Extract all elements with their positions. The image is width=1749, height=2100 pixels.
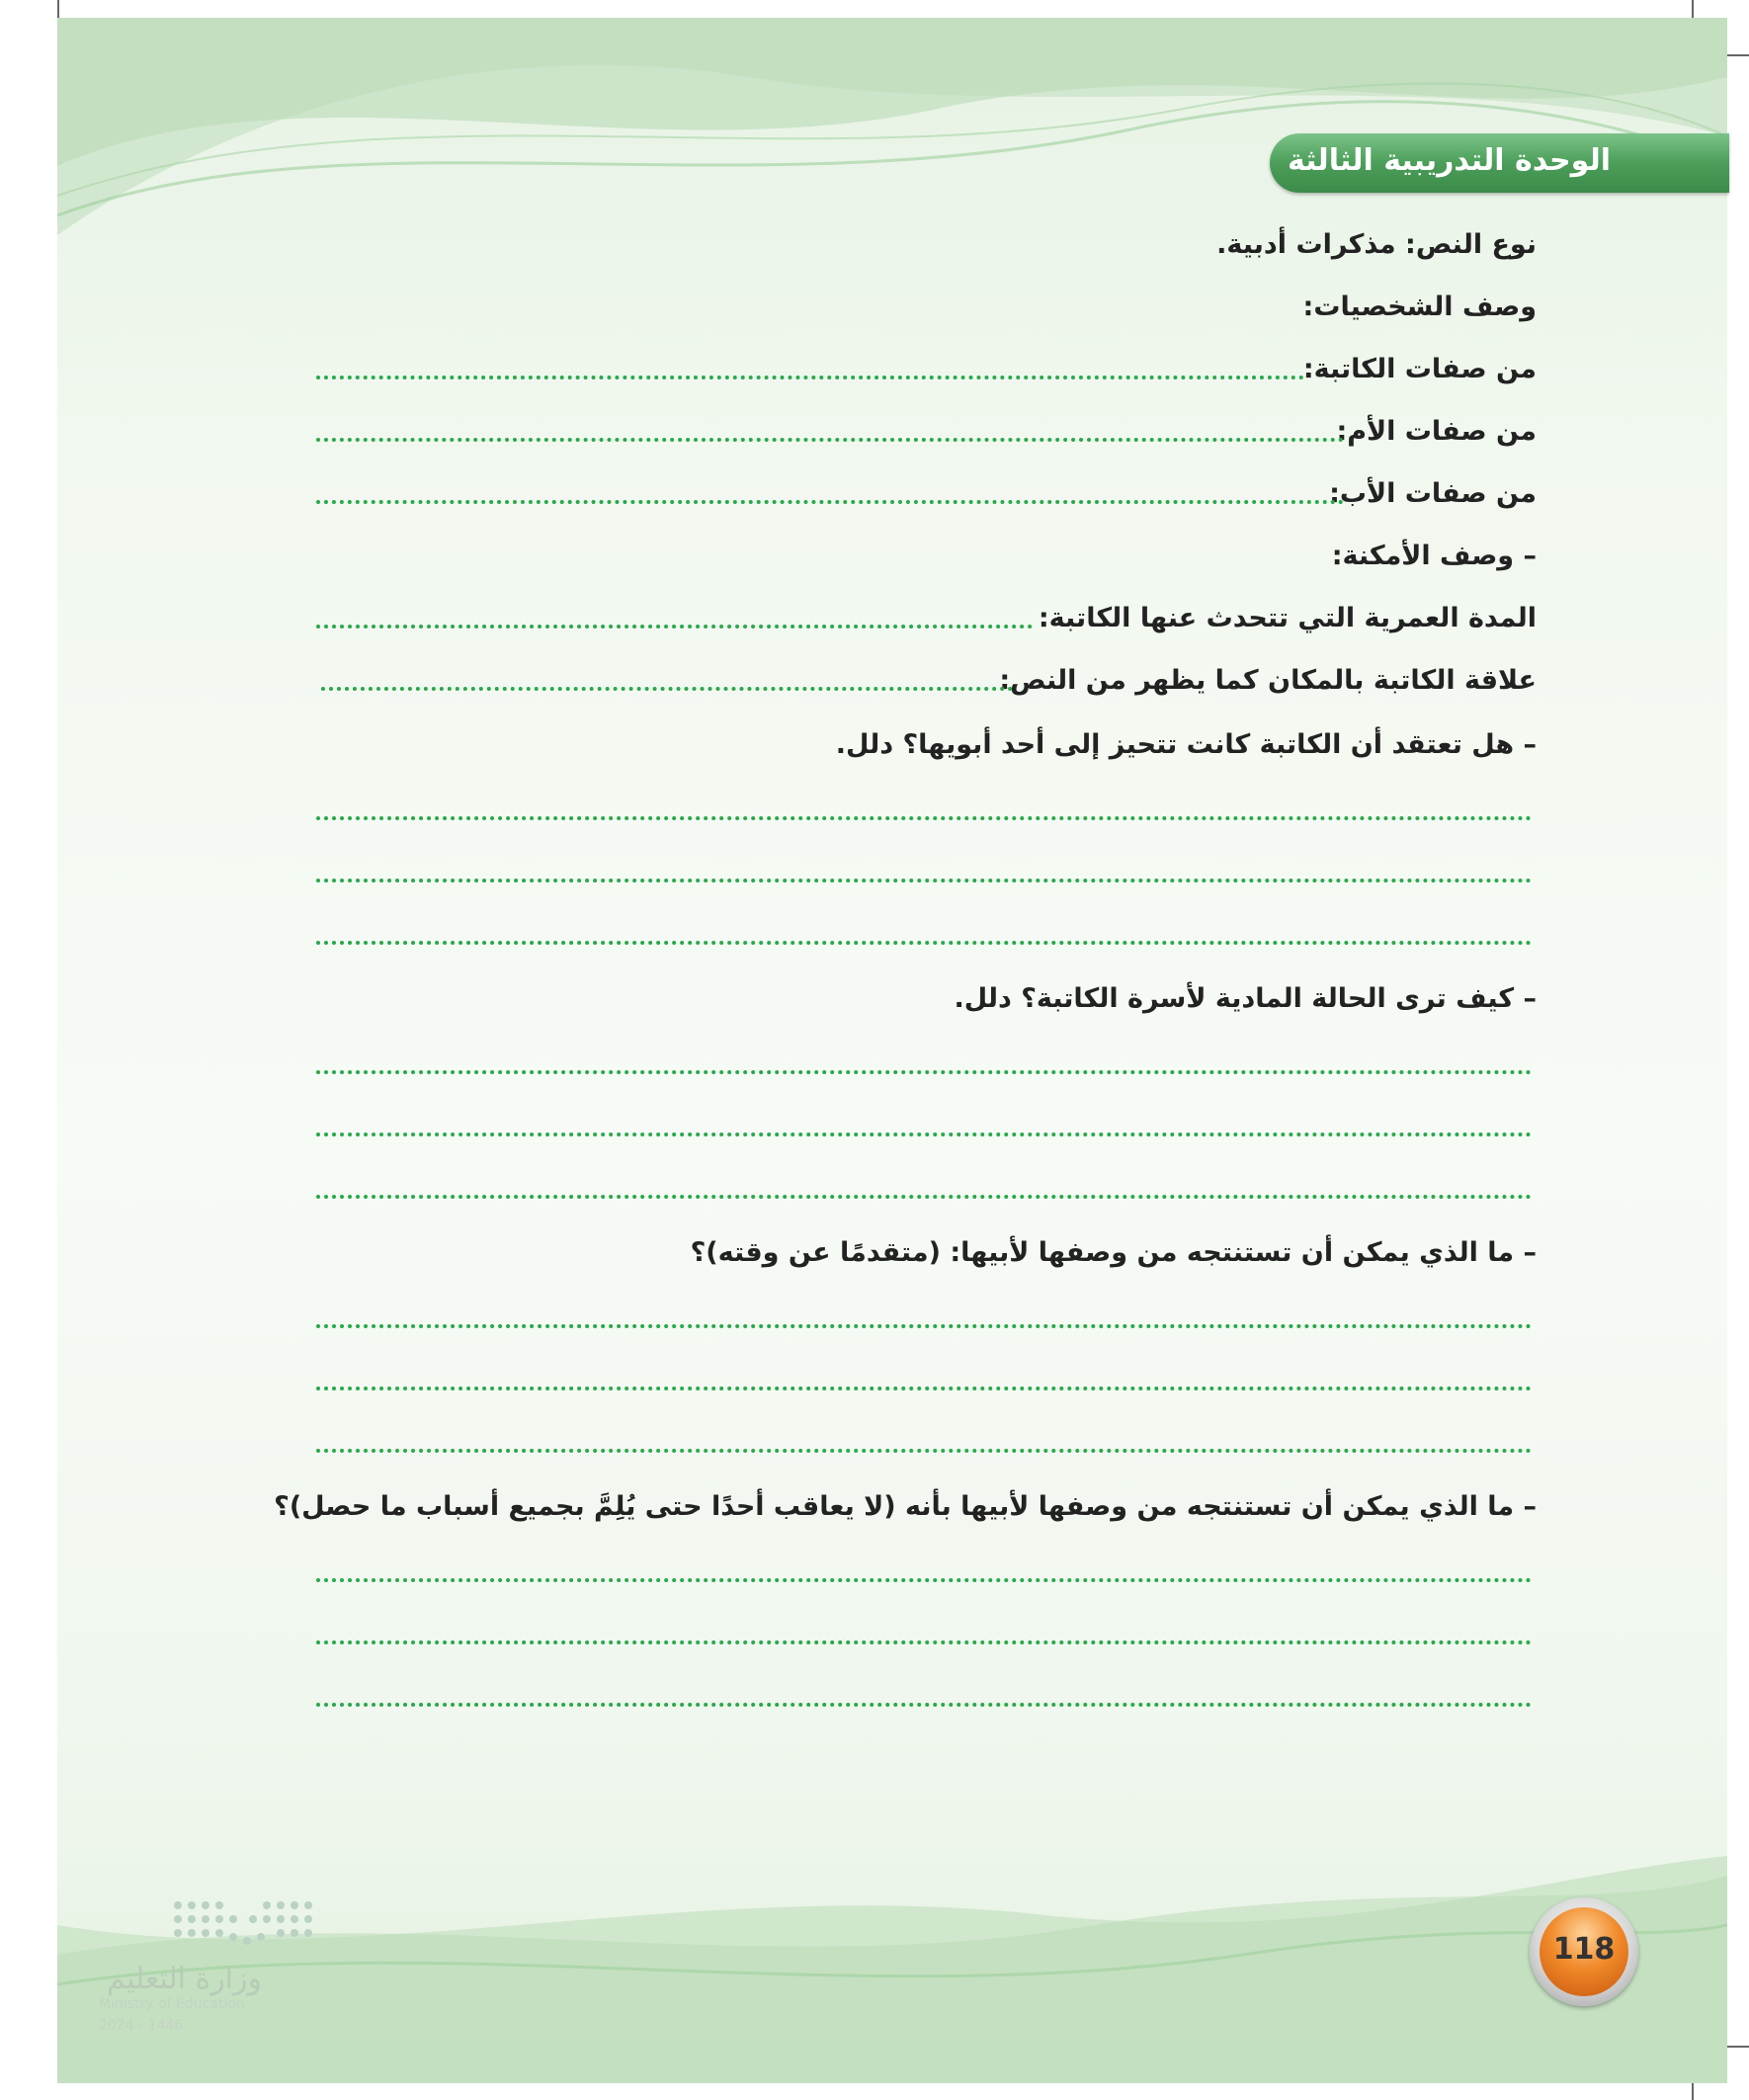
- age-period-label: المدة العمرية التي تتحدث عنها الكاتبة:: [1038, 603, 1537, 633]
- characters-heading: وصف الشخصيات:: [1302, 292, 1537, 322]
- writer-traits-label: من صفات الكاتبة:: [1302, 354, 1537, 384]
- page-number: 118: [1552, 1932, 1616, 1967]
- question-1: – هل تعتقد أن الكاتبة كانت تتحيز إلى أحد أبويها؟ دلل.: [835, 729, 1537, 760]
- answer-line[interactable]: [316, 1578, 1532, 1582]
- answer-line[interactable]: [316, 1133, 1532, 1136]
- answer-line[interactable]: [316, 941, 1532, 945]
- answer-line[interactable]: [316, 1703, 1532, 1707]
- places-heading: – وصف الأمكنة:: [1331, 541, 1537, 571]
- answer-line[interactable]: [316, 625, 1033, 629]
- answer-line[interactable]: [316, 879, 1532, 882]
- answer-line[interactable]: [321, 687, 1013, 691]
- answer-line[interactable]: [316, 438, 1344, 442]
- answer-line[interactable]: [316, 1324, 1532, 1328]
- background-waves: [57, 18, 1727, 2083]
- answer-line[interactable]: [316, 1070, 1532, 1074]
- question-3: – ما الذي يمكن أن تستنتجه من وصفها لأبيها: (متقدمًا عن وقته)؟: [690, 1237, 1537, 1268]
- mother-traits-label: من صفات الأم:: [1336, 416, 1537, 447]
- answer-line[interactable]: [316, 376, 1304, 379]
- answer-line[interactable]: [316, 1449, 1532, 1453]
- question-2: – كيف ترى الحالة المادية لأسرة الكاتبة؟ دلل.: [954, 983, 1537, 1014]
- answer-line[interactable]: [316, 1195, 1532, 1199]
- ministry-logo-icon: [168, 1897, 326, 1957]
- answer-line[interactable]: [316, 816, 1532, 820]
- place-relation-label: علاقة الكاتبة بالمكان كما يظهر من النص:: [999, 665, 1537, 696]
- answer-line[interactable]: [316, 1640, 1532, 1644]
- ministry-year: 2024 - 1446: [99, 2018, 184, 2034]
- workbook-page: [57, 18, 1727, 2083]
- unit-title: الوحدة التدريبية الثالثة: [1287, 143, 1611, 178]
- answer-line[interactable]: [316, 500, 1344, 504]
- crop-mark: [57, 0, 59, 18]
- answer-line[interactable]: [316, 1386, 1532, 1390]
- father-traits-label: من صفات الأب:: [1329, 478, 1537, 509]
- text-type-line: نوع النص: مذكرات أدبية.: [1216, 229, 1537, 260]
- question-4: – ما الذي يمكن أن تستنتجه من وصفها لأبيها بأنه (لا يعاقب أحدًا حتى يُلِمَّ بجميع أسباب ما حصل)؟: [274, 1491, 1537, 1522]
- ministry-name-ar: وزارة التعليم: [106, 1962, 262, 1996]
- ministry-name-en: Ministry of Education: [99, 1996, 245, 2012]
